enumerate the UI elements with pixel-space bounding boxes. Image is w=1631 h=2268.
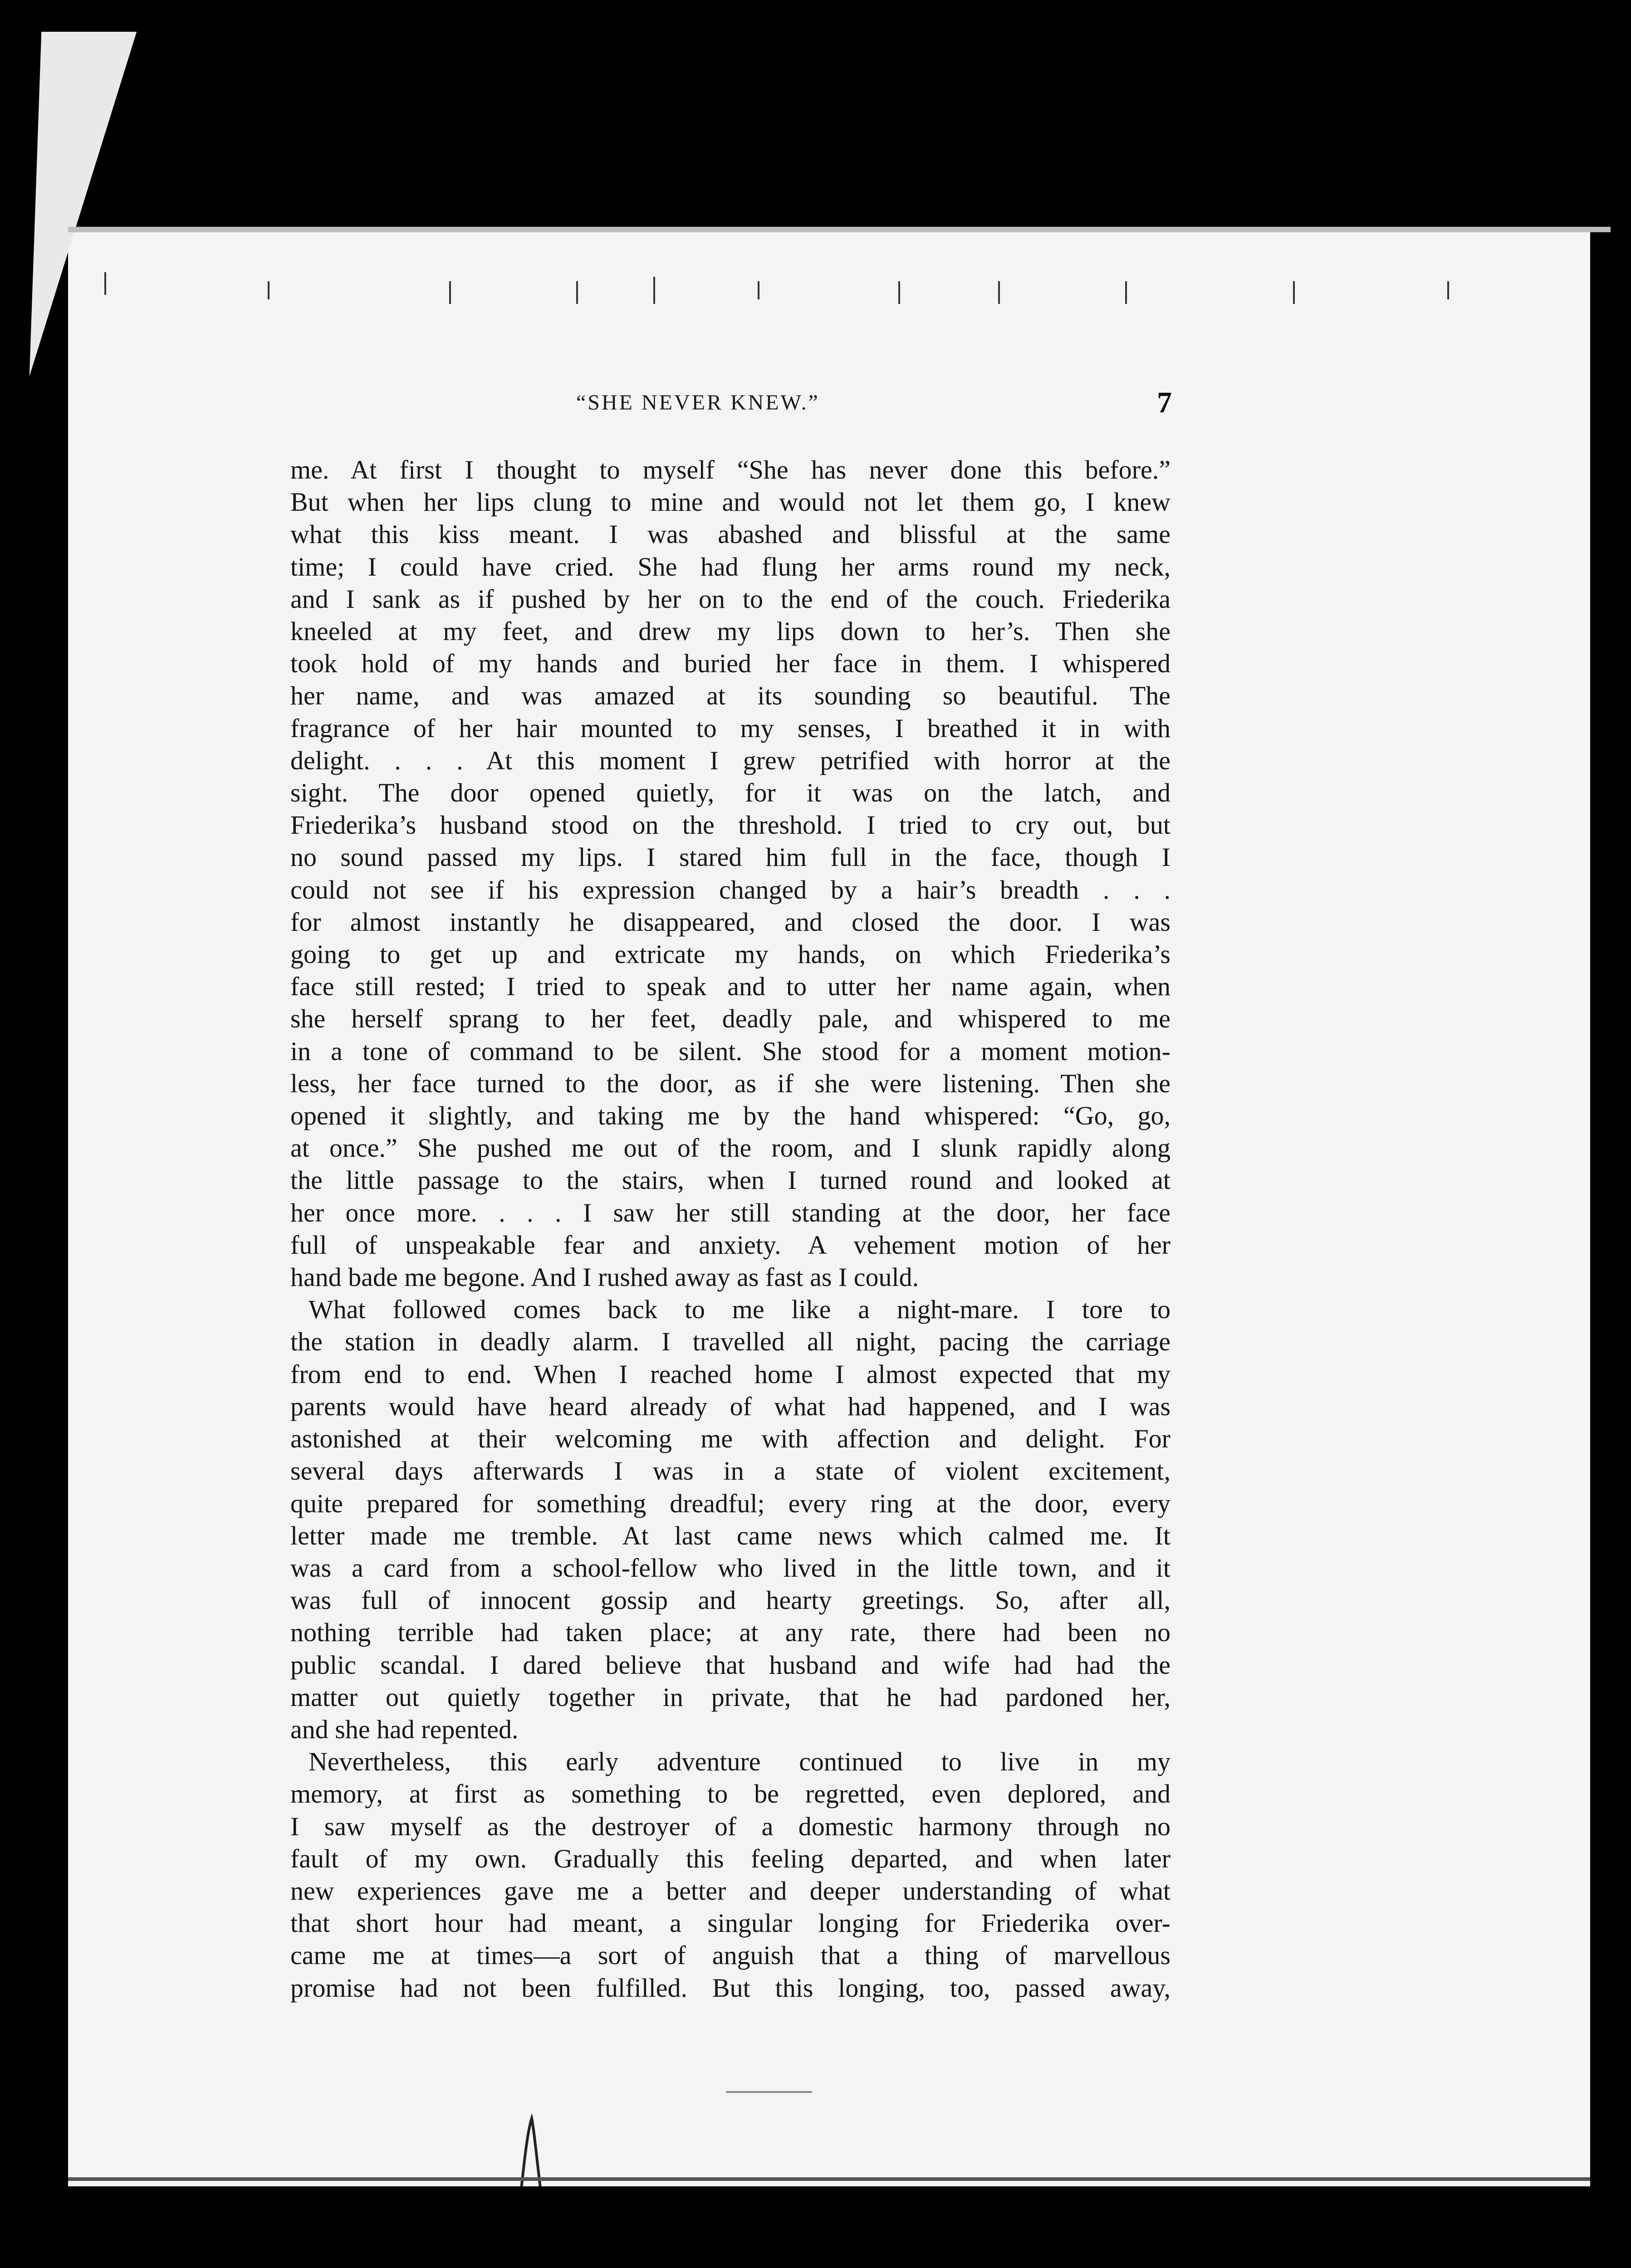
text-line: full of unspeakable fear and anxiety. A vehement motion of her <box>290 1230 1171 1260</box>
scan-tick <box>998 281 1000 304</box>
text-line: from end to end. When I reached home I almost expected that my <box>290 1359 1171 1389</box>
text-line: time; I could have cried. She had flung her arms round my neck, <box>290 552 1171 582</box>
text-line: astonished at their welcoming me with affection and delight. For <box>290 1424 1171 1454</box>
scan-tick <box>1447 281 1449 299</box>
text-line: going to get up and extricate my hands, on which Friederika’s <box>290 939 1171 969</box>
text-line: memory, at first as something to be regretted, even deplored, and <box>290 1779 1171 1809</box>
text-line: less, her face turned to the door, as if she were listening. Then she <box>290 1068 1171 1098</box>
text-line: took hold of my hands and buried her face in them. I whispered <box>290 649 1171 679</box>
text-line: no sound passed my lips. I stared him full in the face, though I <box>290 842 1171 872</box>
text-line: came me at times—a sort of anguish that a thing of marvellous <box>290 1941 1171 1970</box>
text-line: matter out quietly together in private, that he had pardoned her, <box>290 1682 1171 1712</box>
text-line: delight. . . . At this moment I grew petrified with horror at the <box>290 745 1171 775</box>
text-line: kneeled at my feet, and drew my lips down to her’s. Then she <box>290 616 1171 646</box>
pencil-mark <box>517 2114 544 2195</box>
scan-tick <box>268 281 269 299</box>
text-line: for almost instantly he disappeared, and closed the door. I was <box>290 907 1171 937</box>
scan-tick <box>1293 281 1295 304</box>
text-line: was full of innocent gossip and hearty greetings. So, after all, <box>290 1585 1171 1615</box>
page-bottom-rule <box>68 2177 1590 2181</box>
scan-bottom-band <box>0 2186 1631 2268</box>
scan-tick <box>576 281 578 304</box>
text-line: quite prepared for something dreadful; every ring at the door, every <box>290 1488 1171 1518</box>
text-line: But when her lips clung to mine and would not let them go, I knew <box>290 487 1171 517</box>
text-line: letter made me tremble. At last came news which calmed me. It <box>290 1520 1171 1550</box>
stray-mark <box>726 2091 812 2093</box>
text-line: she herself sprang to her feet, deadly pale, and whispered to me <box>290 1004 1171 1034</box>
text-line: what this kiss meant. I was abashed and blissful at the same <box>290 519 1171 549</box>
body-text <box>290 454 1171 2004</box>
text-line: that short hour had meant, a singular longing for Friederika over- <box>290 1908 1171 1938</box>
text-line: me. At first I thought to myself “She has never done this before.” <box>290 455 1171 484</box>
text-line: was a card from a school-fellow who lived in the little town, and it <box>290 1553 1171 1583</box>
text-line: and I sank as if pushed by her on to the end of the couch. Friederika <box>290 584 1171 614</box>
text-line: could not see if his expression changed by a hair’s breadth . . . <box>290 875 1171 904</box>
text-line: several days afterwards I was in a state of violent excitement, <box>290 1456 1171 1486</box>
text-line: fragrance of her hair mounted to my senses, I breathed it in with <box>290 713 1171 743</box>
scan-top-band <box>132 0 1631 213</box>
text-line: and she had repented. <box>290 1714 519 1744</box>
text-line: parents would have heard already of what had happened, and I was <box>290 1391 1171 1421</box>
scan-tick <box>898 281 900 304</box>
text-line: hand bade me begone. And I rushed away as fast as I could. <box>290 1262 919 1292</box>
text-line: I saw myself as the destroyer of a domestic harmony through no <box>290 1811 1171 1841</box>
text-line: in a tone of command to be silent. She stood for a moment motion- <box>290 1036 1171 1066</box>
scan-tick <box>653 277 655 304</box>
scan-tick <box>449 281 451 304</box>
text-line: promise had not been fulfilled. But this longing, too, passed away, <box>290 1973 1171 2003</box>
page-number: 7 <box>1157 386 1172 419</box>
running-head: “SHE NEVER KNEW.” <box>576 391 820 415</box>
text-line: her once more. . . . I saw her still standing at the door, her face <box>290 1198 1171 1227</box>
text-line: new experiences gave me a better and deeper understanding of what <box>290 1876 1171 1906</box>
page-top-edge <box>68 227 1611 232</box>
text-line: opened it slightly, and taking me by the hand whispered: “Go, go, <box>290 1101 1171 1131</box>
text-line: nothing terrible had taken place; at any rate, there had been no <box>290 1618 1171 1647</box>
text-line: at once.” She pushed me out of the room, and I slunk rapidly along <box>290 1133 1171 1163</box>
scan-tick <box>1125 281 1127 304</box>
scan-tick <box>758 281 759 299</box>
scan-tick <box>104 272 106 295</box>
scan-noise-ticks <box>68 254 1590 327</box>
text-line: Friederika’s husband stood on the threshold. I tried to cry out, but <box>290 810 1171 840</box>
text-line: Nevertheless, this early adventure continued to live in my <box>309 1747 1171 1777</box>
text-line: public scandal. I dared believe that husband and wife had had the <box>290 1650 1171 1680</box>
text-line: sight. The door opened quietly, for it was on the latch, and <box>290 778 1171 808</box>
text-line: the little passage to the stairs, when I turned round and looked at <box>290 1165 1171 1195</box>
text-line: her name, and was amazed at its sounding so beautiful. The <box>290 681 1171 711</box>
text-line: the station in deadly alarm. I travelled all night, pacing the carriage <box>290 1327 1171 1357</box>
text-line: fault of my own. Gradually this feeling departed, and when later <box>290 1843 1171 1873</box>
text-line: face still rested; I tried to speak and to utter her name again, when <box>290 972 1171 1002</box>
text-line: What followed comes back to me like a night-mare. I tore to <box>309 1295 1171 1325</box>
